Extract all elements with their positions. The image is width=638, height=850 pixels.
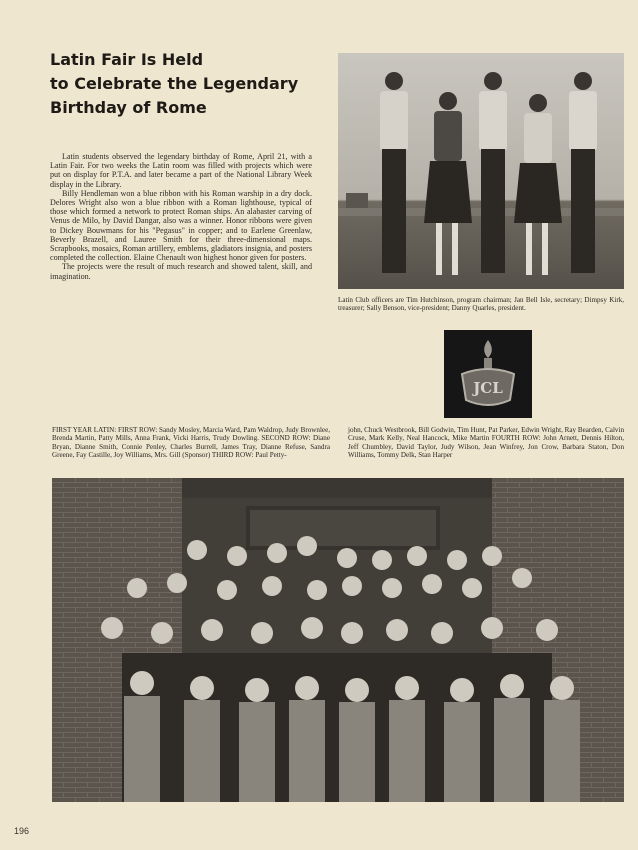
first-year-latin-photo [52, 478, 624, 802]
jcl-emblem [444, 330, 532, 418]
roster-text-right: john, Chuck Westbrook, Bill Godwin, Tim Hunt, Pat Parker, Edwin Wright, Ray Bearden, Calvin Cruse, Mark Kelly, Neal Hancock, Mike Martin FOURTH ROW: John Arnett, Dennis Hilton, Jeff Chumbley, David Taylor, Judy Wilson, Jean Winfrey, Jon Crow, Barbara Staton, Don Williams, Tommy Delk, Stan Harper [348, 426, 624, 460]
officers-caption: Latin Club officers are Tim Hutchinson, program chairman; Jan Bell Isle, secretary; Dimpsy Kirk, treasurer; Sally Benson, vice-president; Danny Quarles, president. [338, 296, 624, 313]
headline-line: to Celebrate the Legendary [50, 74, 299, 93]
article-paragraph: The projects were the result of much research and showed talent, skill, and imagination. [50, 262, 312, 281]
article-paragraph: Billy Hendleman won a blue ribbon with his Roman warship in a dry dock. Delores Wright also won a blue ribbon with a Roman lighthouse, typical of those which formed a network to protect Roman ships. An alabaster carving of Venus de Milo, by David Dangar, also was a winner. Honor ribbons were given to Dickey Bouwmans for his "Pegasus" in copper; and to Earlene Greenlaw, Beverly Brazell, and Lauree Smith for their three-dimensional maps. Scrapbooks, mosaics, Roman artillery, emblems, gladiators insignia, and posters completed the collection. Elaine Chenault won highest honor given for posters. [50, 188, 312, 263]
article-paragraph: Latin students observed the legendary birthday of Rome, April 21, with a Latin Fair. For two weeks the Latin room was filled with projects which were put on display for P.T.A. and later became a part of the National Library Week display in the Library. [50, 152, 312, 189]
page-number: 196 [14, 826, 30, 836]
headline-line: Latin Fair Is Held [50, 50, 204, 69]
emblem-label: JCL [473, 379, 503, 397]
article-body [50, 152, 312, 281]
officers-photo [338, 53, 624, 289]
article-headline [50, 48, 310, 120]
roster-text-left: FIRST YEAR LATIN: FIRST ROW: Sandy Mosley, Marcia Ward, Pam Waldrop, Judy Brownlee, Brenda Martin, Patty Mills, Anna Frank, Vicki Harris, Trudy Dowling. SECOND ROW: Diane Bryan, Dianne Smith, Connie Penley, Charles Burrell, James Tray, Dianne Refuse, Sandra Greene, Fay Castille, Joy Williams, Mrs. Gill (Sponsor) THIRD ROW: Paul Petty- [52, 426, 330, 460]
headline-line: Birthday of Rome [50, 98, 207, 117]
